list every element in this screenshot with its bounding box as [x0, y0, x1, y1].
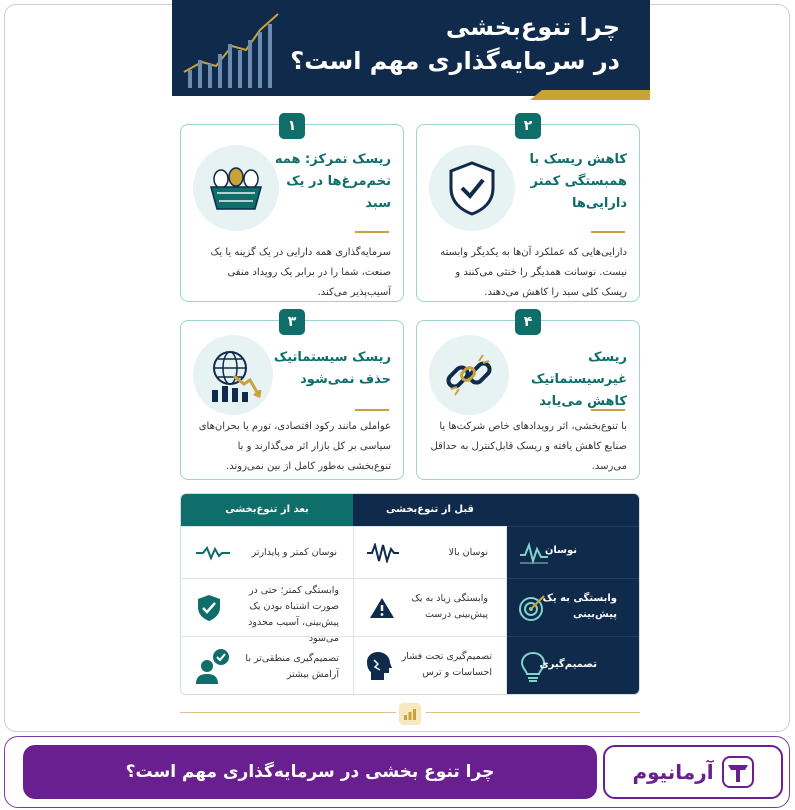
brand-logo[interactable]	[603, 745, 783, 799]
globe-decline-icon	[193, 335, 273, 415]
card-number: ۱	[279, 113, 305, 139]
card-number: ۳	[279, 309, 305, 335]
stressed-head-icon	[364, 649, 394, 683]
cell-text: نوسان کمتر و پایدارتر	[251, 547, 337, 558]
divider	[355, 409, 389, 411]
header-empty	[507, 494, 640, 526]
card-low-correlation	[416, 118, 640, 302]
hero-accent-line	[530, 90, 650, 100]
card-number: ۲	[515, 113, 541, 139]
divider	[355, 231, 389, 233]
shield-check-icon	[429, 145, 515, 231]
hero-title	[220, 10, 620, 78]
row-label-forecast	[507, 578, 640, 636]
hero-title-line2: در سرمایه‌گذاری مهم است؟	[290, 47, 620, 75]
caption-title: چرا تنوع بخشی در سرمایه‌گذاری مهم است؟	[23, 745, 597, 799]
cell-text: تصمیم‌گیری تحت فشار احساسات و ترس	[401, 651, 492, 678]
divider	[591, 409, 625, 411]
row-label-text: نوسان	[544, 545, 577, 556]
brand-name: آرمانیوم	[632, 760, 714, 784]
footer-line-left	[180, 712, 396, 713]
footer-line-right	[426, 712, 640, 713]
caption-bar	[4, 736, 790, 808]
header-before: قبل از تنوع‌بخشی	[353, 494, 507, 526]
card-text: عواملی مانند رکود اقتصادی، تورم یا بحران‌های سیاسی بر کل بازار اثر می‌گذارند و با تنوع‌بخشی به‌طور کامل از بین نمی‌روند.	[198, 421, 391, 472]
cell-before-volatility	[353, 526, 507, 578]
row-label-volatility	[507, 526, 640, 578]
card-title: ریسک تمرکز: همه تخم‌مرغ‌ها در یک سبد	[274, 152, 391, 211]
row-label-decision	[507, 636, 640, 695]
card-concentration-risk	[180, 118, 404, 302]
card-title: ریسک غیرسیستماتیک کاهش می‌یابد	[531, 350, 627, 409]
card-text: سرمایه‌گذاری همه دارایی در یک گزینه یا یک صنعت، شما را در برابر یک رویداد منفی آسیب‌پذیر می‌کند.	[210, 247, 391, 298]
person-check-icon	[193, 647, 231, 687]
hero-title-line1: چرا تنوع‌بخشی	[445, 13, 620, 41]
header-after: بعد از تنوع‌بخشی	[181, 494, 353, 526]
cell-text: وابستگی کمتر؛ حتی در صورت اشتباه بودن یک پیش‌بینی، آسیب محدود می‌شود	[248, 585, 339, 644]
card-unsystematic-risk	[416, 314, 640, 480]
card-text: با تنوع‌بخشی، اثر رویدادهای خاص شرکت‌ها یا صنایع کاهش یافته و ریسک قابل‌کنترل به حداقل می‌رسد.	[430, 421, 627, 472]
hero-banner	[172, 0, 650, 96]
chart-badge-icon	[399, 703, 421, 725]
row-label-text: وابستگی به یک پیش‌بینی	[542, 593, 617, 620]
cell-text: وابستگی زیاد به یک پیش‌بینی درست	[411, 593, 488, 620]
cell-text: نوسان بالا	[448, 547, 488, 558]
card-title: کاهش ریسک با همبستگی کمتر دارایی‌ها	[529, 152, 627, 211]
card-number: ۴	[515, 309, 541, 335]
card-systematic-risk	[180, 314, 404, 480]
cell-after-volatility	[181, 526, 353, 578]
card-text: دارایی‌هایی که عملکرد آن‌ها به یکدیگر وابسته نیست. نوسانت همدیگر را خنثی می‌کنند و ریسک کلی سبد را کاهش می‌دهند.	[440, 247, 627, 298]
armanium-logo-icon	[722, 756, 754, 788]
cell-after-forecast	[181, 578, 353, 644]
infographic	[172, 0, 650, 730]
volatility-low-icon	[195, 541, 231, 565]
cell-before-forecast	[353, 578, 507, 636]
shield-check-icon	[195, 593, 223, 623]
broken-chain-icon	[429, 335, 509, 415]
cell-before-decision	[353, 636, 507, 695]
row-label-text: تصمیم‌گیری	[539, 659, 597, 670]
cell-after-decision	[181, 636, 353, 695]
card-title: ریسک سیستماتیک حذف نمی‌شود	[273, 350, 391, 387]
comparison-table	[180, 493, 640, 695]
volatility-high-icon	[366, 541, 400, 565]
divider	[591, 231, 625, 233]
egg-basket-icon	[193, 145, 279, 231]
cell-text: تصمیم‌گیری منطقی‌تر با آرامش بیشتر	[245, 653, 339, 680]
